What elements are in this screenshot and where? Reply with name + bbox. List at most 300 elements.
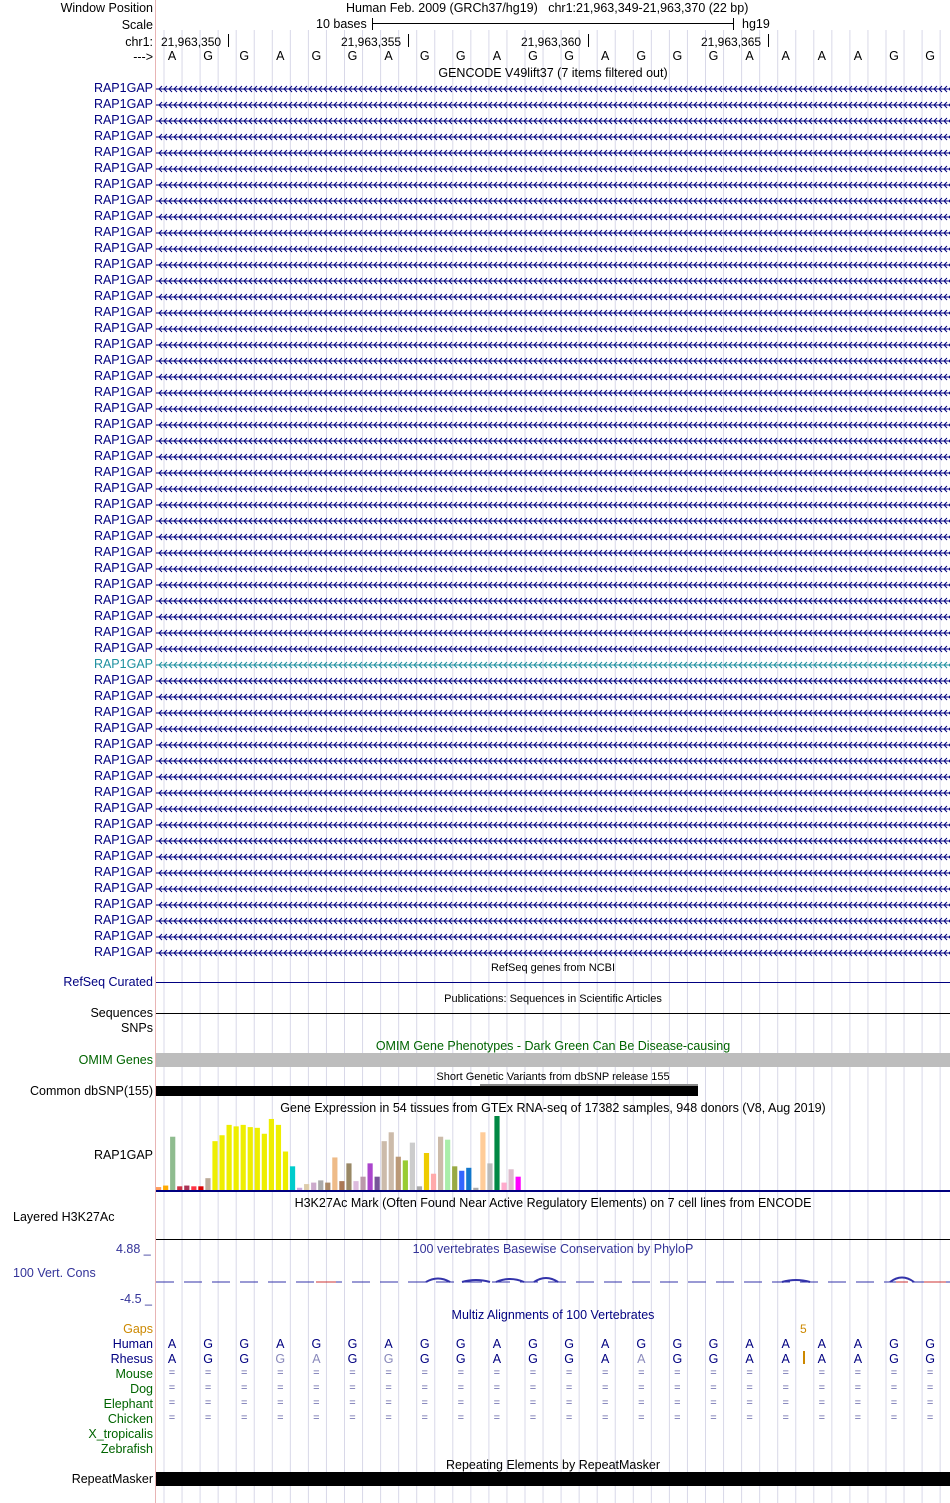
gtex-tissue-bar[interactable]	[205, 1178, 210, 1190]
multiz-base: =	[746, 1367, 753, 1379]
gencode-transcript[interactable]	[156, 452, 950, 462]
multiz-base: =	[204, 1397, 212, 1409]
multiz-base: =	[674, 1397, 681, 1409]
gencode-transcript[interactable]	[156, 468, 950, 478]
multiz-base: =	[385, 1382, 392, 1394]
multiz-base: =	[601, 1382, 609, 1394]
gencode-gene-label[interactable]: RAP1GAP	[93, 465, 153, 479]
gtex-tissue-bar[interactable]	[332, 1157, 337, 1190]
multiz-base: =	[926, 1382, 934, 1394]
gtex-tissue-bar[interactable]	[509, 1169, 514, 1190]
gencode-gene-label[interactable]: RAP1GAP	[93, 609, 153, 623]
base-letter: A	[276, 49, 285, 63]
gtex-tissue-bar[interactable]	[304, 1184, 309, 1190]
gencode-transcript[interactable]	[156, 740, 950, 750]
gtex-tissue-bar[interactable]	[396, 1157, 401, 1190]
gtex-tissue-bar[interactable]	[311, 1183, 316, 1190]
multiz-base: A	[384, 1337, 393, 1351]
phylop-wiggle[interactable]	[156, 1272, 950, 1292]
multiz-base: G	[925, 1352, 935, 1366]
gencode-gene-label[interactable]: RAP1GAP	[93, 161, 153, 175]
gtex-tissue-bar[interactable]	[459, 1171, 464, 1190]
gencode-transcript[interactable]	[156, 212, 950, 222]
gencode-gene-label[interactable]: RAP1GAP	[93, 897, 153, 911]
gencode-transcript[interactable]	[156, 356, 950, 366]
base-letter: A	[781, 49, 790, 63]
ruler-tick-mark	[408, 34, 409, 47]
gencode-transcript[interactable]	[156, 916, 950, 926]
multiz-base: =	[168, 1397, 176, 1409]
gencode-transcript[interactable]	[156, 756, 950, 766]
gencode-transcript[interactable]	[156, 580, 950, 590]
chrom-label: chr1:	[125, 35, 153, 49]
base-letter: A	[384, 49, 393, 63]
gencode-transcript[interactable]	[156, 884, 950, 894]
gencode-gene-label[interactable]: RAP1GAP	[93, 401, 153, 415]
gencode-transcript[interactable]	[156, 324, 950, 334]
gencode-gene-label[interactable]: RAP1GAP	[93, 273, 153, 287]
gtex-tissue-bar[interactable]	[494, 1116, 499, 1190]
gtex-tissue-bar[interactable]	[375, 1177, 380, 1190]
publications-title: Publications: Sequences in Scientific Articles	[444, 993, 662, 1005]
gtex-tissue-bar[interactable]	[424, 1153, 429, 1190]
multiz-base: =	[890, 1367, 898, 1379]
gencode-gene-label[interactable]: RAP1GAP	[93, 721, 153, 735]
multiz-base: =	[277, 1382, 284, 1394]
gencode-transcript[interactable]	[156, 804, 950, 814]
base-letter: G	[925, 49, 935, 63]
repeatmasker-label[interactable]: RepeatMasker	[71, 1472, 153, 1486]
gtex-tissue-bar[interactable]	[325, 1183, 330, 1190]
gencode-gene-label[interactable]: RAP1GAP	[93, 577, 153, 591]
gencode-gene-label[interactable]: RAP1GAP	[93, 305, 153, 319]
multiz-base: =	[168, 1382, 176, 1394]
multiz-base: =	[457, 1397, 465, 1409]
gencode-gene-label[interactable]: RAP1GAP	[93, 257, 153, 271]
multiz-base: G	[564, 1352, 574, 1366]
gtex-tissue-bar[interactable]	[198, 1186, 203, 1190]
gtex-tissue-bar[interactable]	[353, 1181, 358, 1190]
gencode-transcript[interactable]	[156, 852, 950, 862]
multiz-base: =	[385, 1412, 392, 1424]
gencode-transcript[interactable]	[156, 628, 950, 638]
gencode-gene-label[interactable]: RAP1GAP	[93, 337, 153, 351]
gencode-gene-label[interactable]: RAP1GAP	[93, 513, 153, 527]
multiz-base: G	[419, 1337, 430, 1351]
base-letter: G	[564, 49, 574, 63]
gencode-gene-label[interactable]: RAP1GAP	[93, 289, 153, 303]
multiz-species-label[interactable]: Human	[112, 1337, 153, 1351]
gencode-gene-label[interactable]: RAP1GAP	[93, 929, 153, 943]
multiz-base: =	[204, 1367, 212, 1379]
multiz-base: A	[167, 1352, 177, 1366]
gencode-transcript[interactable]	[156, 436, 950, 446]
multiz-base: =	[168, 1367, 176, 1379]
gencode-gene-label[interactable]: RAP1GAP	[93, 817, 153, 831]
gtex-tissue-bar[interactable]	[368, 1163, 373, 1190]
gencode-gene-label[interactable]: RAP1GAP	[93, 145, 153, 159]
gencode-transcript[interactable]	[156, 708, 950, 718]
multiz-base: =	[638, 1397, 645, 1409]
multiz-base: A	[817, 1352, 826, 1366]
gtex-tissue-bar[interactable]	[177, 1186, 182, 1190]
gencode-transcript[interactable]	[156, 692, 950, 702]
multiz-species-label[interactable]: Chicken	[107, 1412, 153, 1426]
gencode-gene-label[interactable]: RAP1GAP	[93, 769, 153, 783]
gencode-gene-label[interactable]: RAP1GAP	[93, 673, 153, 687]
multiz-base: =	[565, 1397, 573, 1409]
gtex-tissue-bar[interactable]	[431, 1174, 436, 1190]
multiz-base: =	[168, 1412, 176, 1424]
multiz-base: G	[889, 1337, 899, 1351]
gencode-transcript[interactable]	[156, 724, 950, 734]
multiz-base: G	[275, 1352, 286, 1366]
scale-db: hg19	[742, 17, 770, 31]
gencode-gene-label[interactable]: RAP1GAP	[93, 369, 153, 383]
gtex-tissue-bar[interactable]	[487, 1163, 492, 1190]
phylop-label[interactable]: 100 Vert. Cons	[13, 1266, 96, 1280]
refseq-line	[156, 982, 950, 983]
gencode-gene-label[interactable]: RAP1GAP	[93, 641, 153, 655]
gtex-tissue-bar[interactable]	[410, 1143, 415, 1190]
multiz-base: =	[638, 1367, 645, 1379]
gencode-transcript[interactable]	[156, 772, 950, 782]
multiz-base: A	[276, 1337, 285, 1351]
gencode-gene-label[interactable]: RAP1GAP	[93, 705, 153, 719]
multiz-base: G	[347, 1352, 358, 1366]
multiz-species-label[interactable]: Mouse	[115, 1367, 153, 1381]
gtex-tissue-bar[interactable]	[255, 1128, 260, 1190]
gencode-gene-label[interactable]: RAP1GAP	[93, 497, 153, 511]
gtex-tissue-bar[interactable]	[382, 1141, 387, 1190]
gencode-transcript[interactable]	[156, 548, 950, 558]
gencode-gene-label[interactable]: RAP1GAP	[93, 417, 153, 431]
gencode-gene-label[interactable]: RAP1GAP	[93, 129, 153, 143]
multiz-base: =	[746, 1397, 753, 1409]
gencode-gene-label[interactable]: RAP1GAP	[93, 113, 153, 127]
gtex-tissue-bar[interactable]	[516, 1177, 521, 1190]
gencode-transcript[interactable]	[156, 116, 950, 126]
base-letter: G	[419, 49, 430, 63]
gencode-gene-label[interactable]: RAP1GAP	[93, 353, 153, 367]
gencode-transcript[interactable]	[156, 404, 950, 414]
gtex-tissue-bar[interactable]	[501, 1183, 506, 1190]
multiz-base: G	[311, 1337, 322, 1351]
gtex-tissue-bar[interactable]	[241, 1125, 246, 1190]
gtex-tissue-bar[interactable]	[417, 1186, 422, 1190]
multiz-base: G	[889, 1352, 899, 1366]
gencode-gene-label[interactable]: RAP1GAP	[93, 225, 153, 239]
gencode-gene-label[interactable]: RAP1GAP	[93, 81, 153, 95]
omim-feature[interactable]	[156, 1053, 950, 1067]
base-letter: G	[528, 49, 538, 63]
gencode-gene-label[interactable]: RAP1GAP	[93, 177, 153, 191]
gtex-tissue-bar[interactable]	[346, 1163, 351, 1190]
ruler-tick-mark	[588, 34, 589, 47]
multiz-base: =	[493, 1397, 501, 1409]
gencode-transcript[interactable]	[156, 500, 950, 510]
gencode-gene-label[interactable]: RAP1GAP	[93, 561, 153, 575]
gtex-tissue-bar[interactable]	[248, 1127, 253, 1190]
gencode-gene-label[interactable]: RAP1GAP	[93, 97, 153, 111]
h3k27ac-title: H3K27Ac Mark (Often Found Near Active Regulatory Elements) on 7 cell lines from ENCODE	[294, 1196, 812, 1210]
multiz-base: =	[349, 1382, 356, 1394]
gencode-transcript[interactable]	[156, 948, 950, 958]
multiz-base: =	[926, 1397, 934, 1409]
gtex-tissue-bar[interactable]	[156, 1187, 161, 1190]
base-letter: G	[455, 49, 466, 63]
gtex-tissue-bar[interactable]	[473, 1188, 478, 1190]
position-text[interactable]: chr1:21,963,349-21,963,370 (22 bp)	[548, 1, 749, 15]
gencode-gene-label[interactable]: RAP1GAP	[93, 321, 153, 335]
multiz-species-label[interactable]: Elephant	[103, 1397, 153, 1411]
gencode-gene-label[interactable]: RAP1GAP	[93, 481, 153, 495]
multiz-base: =	[890, 1397, 898, 1409]
multiz-base: G	[383, 1352, 394, 1366]
dbsnp-label[interactable]: Common dbSNP(155)	[30, 1084, 153, 1098]
multiz-base: =	[565, 1382, 573, 1394]
dbsnp-feature[interactable]	[156, 1086, 698, 1096]
multiz-base: =	[421, 1367, 428, 1379]
multiz-base: =	[385, 1367, 392, 1379]
base-letter: G	[708, 49, 719, 63]
publications-line	[156, 1013, 950, 1014]
multiz-base: =	[204, 1382, 212, 1394]
gencode-gene-label[interactable]: RAP1GAP	[93, 657, 153, 671]
gencode-transcript[interactable]	[156, 788, 950, 798]
gencode-gene-label[interactable]: RAP1GAP	[93, 801, 153, 815]
multiz-gap-count: 5	[800, 1322, 807, 1336]
omim-label[interactable]: OMIM Genes	[78, 1053, 153, 1067]
window-position-label: Window Position	[60, 1, 153, 15]
gencode-transcript[interactable]	[156, 164, 950, 174]
gencode-transcript[interactable]	[156, 644, 950, 654]
gencode-gene-label[interactable]: RAP1GAP	[93, 865, 153, 879]
gtex-tissue-bar[interactable]	[318, 1180, 323, 1190]
multiz-base: G	[708, 1337, 719, 1351]
multiz-gap-marker	[803, 1351, 805, 1364]
gencode-gene-label[interactable]: RAP1GAP	[93, 753, 153, 767]
gencode-transcript[interactable]	[156, 292, 950, 302]
gencode-transcript[interactable]	[156, 516, 950, 526]
gencode-transcript[interactable]	[156, 196, 950, 206]
multiz-base: =	[926, 1367, 934, 1379]
gtex-tissue-bar[interactable]	[269, 1119, 274, 1190]
gencode-transcript[interactable]	[156, 820, 950, 830]
gencode-transcript[interactable]	[156, 420, 950, 430]
gencode-transcript[interactable]	[156, 836, 950, 846]
multiz-species-label[interactable]: Rhesus	[110, 1352, 153, 1366]
gtex-tissue-bar[interactable]	[219, 1135, 224, 1190]
multiz-base: A	[492, 1337, 502, 1351]
multiz-base: G	[239, 1352, 250, 1366]
gencode-gene-label[interactable]: RAP1GAP	[93, 849, 153, 863]
gencode-transcript[interactable]	[156, 228, 950, 238]
dbsnp-title: Short Genetic Variants from dbSNP release 155	[436, 1071, 670, 1083]
gencode-gene-label[interactable]: RAP1GAP	[93, 785, 153, 799]
multiz-base: =	[313, 1367, 320, 1379]
gtex-tissue-bar[interactable]	[276, 1125, 281, 1190]
multiz-base: =	[854, 1367, 862, 1379]
multiz-base: =	[710, 1397, 717, 1409]
gtex-tissue-bar[interactable]	[212, 1141, 217, 1190]
multiz-base: G	[925, 1337, 935, 1351]
dbsnp-feature-cap	[480, 1084, 698, 1086]
gencode-gene-label[interactable]: RAP1GAP	[93, 529, 153, 543]
gencode-transcript[interactable]	[156, 532, 950, 542]
base-letter: G	[311, 49, 322, 63]
gencode-transcript[interactable]	[156, 900, 950, 910]
multiz-species-label[interactable]: Dog	[130, 1382, 153, 1396]
multiz-base: =	[926, 1412, 934, 1424]
multiz-base: A	[853, 1352, 863, 1366]
gencode-transcript[interactable]	[156, 260, 950, 270]
phylop-max-label: 4.88 _	[116, 1242, 151, 1256]
gencode-transcript[interactable]	[156, 100, 950, 110]
multiz-species-label[interactable]: Zebrafish	[100, 1442, 153, 1456]
gencode-gene-label[interactable]: RAP1GAP	[93, 737, 153, 751]
multiz-base: =	[818, 1382, 826, 1394]
phylop-title: 100 vertebrates Basewise Conservation by PhyloP	[412, 1242, 694, 1256]
gencode-transcript[interactable]	[156, 84, 950, 94]
multiz-base: =	[421, 1397, 428, 1409]
multiz-gaps-label: Gaps	[123, 1322, 153, 1336]
multiz-base: A	[637, 1352, 646, 1366]
multiz-base: G	[455, 1352, 466, 1366]
multiz-base: =	[529, 1382, 537, 1394]
gencode-gene-label[interactable]: RAP1GAP	[93, 241, 153, 255]
base-letter: A	[492, 49, 502, 63]
gencode-transcript[interactable]	[156, 340, 950, 350]
gencode-transcript[interactable]	[156, 372, 950, 382]
multiz-base: =	[854, 1397, 862, 1409]
gtex-tissue-bar[interactable]	[163, 1186, 168, 1190]
gencode-transcript[interactable]	[156, 148, 950, 158]
multiz-base: G	[672, 1337, 683, 1351]
gencode-transcript[interactable]	[156, 676, 950, 686]
multiz-base: =	[529, 1412, 537, 1424]
gencode-gene-label[interactable]: RAP1GAP	[93, 449, 153, 463]
gtex-tissue-bar[interactable]	[360, 1177, 365, 1190]
gtex-tissue-bar[interactable]	[191, 1186, 196, 1190]
gencode-transcript[interactable]	[156, 660, 950, 670]
gtex-tissue-bar[interactable]	[170, 1137, 175, 1190]
gtex-tissue-bar[interactable]	[403, 1160, 408, 1190]
gtex-label[interactable]: RAP1GAP	[93, 1148, 153, 1162]
gtex-tissue-bar[interactable]	[283, 1152, 288, 1190]
multiz-base: A	[601, 1337, 610, 1351]
gtex-tissue-bar[interactable]	[438, 1137, 443, 1190]
multiz-base: =	[277, 1397, 284, 1409]
multiz-base: =	[710, 1412, 717, 1424]
multiz-base: G	[455, 1337, 466, 1351]
gencode-gene-label[interactable]: RAP1GAP	[93, 945, 153, 959]
gencode-gene-label[interactable]: RAP1GAP	[93, 881, 153, 895]
gtex-tissue-bar[interactable]	[339, 1181, 344, 1190]
base-letter: G	[672, 49, 683, 63]
gtex-tissue-bar[interactable]	[389, 1132, 394, 1190]
gencode-gene-label[interactable]: RAP1GAP	[93, 833, 153, 847]
gencode-gene-label[interactable]: RAP1GAP	[93, 593, 153, 607]
scale-text: 10 bases	[316, 17, 367, 31]
multiz-base: A	[601, 1352, 610, 1366]
scale-bar	[372, 18, 734, 30]
gtex-tissue-bar[interactable]	[466, 1168, 471, 1190]
gencode-gene-label[interactable]: RAP1GAP	[93, 625, 153, 639]
multiz-base: =	[313, 1412, 320, 1424]
gencode-gene-label[interactable]: RAP1GAP	[93, 689, 153, 703]
position-info	[346, 1, 748, 15]
scale-label: Scale	[121, 18, 153, 32]
phylop-min-label: -4.5 _	[120, 1292, 152, 1306]
multiz-base: =	[313, 1382, 320, 1394]
gencode-gene-label[interactable]: RAP1GAP	[93, 913, 153, 927]
gencode-transcript[interactable]	[156, 244, 950, 254]
gencode-gene-label[interactable]: RAP1GAP	[93, 209, 153, 223]
h3k27ac-label[interactable]: Layered H3K27Ac	[13, 1210, 115, 1224]
gtex-tissue-bar[interactable]	[234, 1126, 239, 1190]
gtex-tissue-bar[interactable]	[262, 1134, 267, 1190]
gtex-bar-chart[interactable]	[156, 1114, 950, 1194]
gencode-transcript[interactable]	[156, 612, 950, 622]
multiz-base: =	[204, 1412, 212, 1424]
gencode-transcript[interactable]	[156, 180, 950, 190]
gencode-transcript[interactable]	[156, 388, 950, 398]
multiz-base: A	[312, 1352, 321, 1366]
gtex-tissue-bar[interactable]	[297, 1188, 302, 1190]
omim-title: OMIM Gene Phenotypes - Dark Green Can Be Disease-causing	[375, 1039, 731, 1053]
gencode-gene-label[interactable]: RAP1GAP	[93, 545, 153, 559]
gencode-transcript[interactable]	[156, 564, 950, 574]
multiz-base: =	[746, 1412, 753, 1424]
gencode-gene-label[interactable]: RAP1GAP	[93, 385, 153, 399]
gencode-gene-label[interactable]: RAP1GAP	[93, 433, 153, 447]
multiz-base: =	[493, 1382, 501, 1394]
gencode-transcript[interactable]	[156, 276, 950, 286]
gtex-tissue-bar[interactable]	[452, 1166, 457, 1190]
publications-label-snps[interactable]: SNPs	[121, 1021, 153, 1035]
multiz-base: =	[457, 1412, 465, 1424]
repeatmasker-feature[interactable]	[156, 1472, 950, 1486]
gtex-tissue-bar[interactable]	[480, 1132, 485, 1190]
gencode-transcript[interactable]	[156, 308, 950, 318]
gtex-tissue-bar[interactable]	[290, 1166, 295, 1190]
base-letter: A	[745, 49, 754, 63]
multiz-base: =	[746, 1382, 753, 1394]
multiz-base: G	[708, 1352, 719, 1366]
multiz-base: =	[818, 1412, 826, 1424]
ruler-tick-label: 21,963,360	[521, 35, 582, 49]
gtex-tissue-bar[interactable]	[445, 1140, 450, 1190]
multiz-base: =	[493, 1412, 501, 1424]
base-letter: A	[853, 49, 863, 63]
gencode-transcript[interactable]	[156, 132, 950, 142]
multiz-base: =	[349, 1397, 356, 1409]
gtex-tissue-bar[interactable]	[184, 1186, 189, 1190]
gencode-transcript[interactable]	[156, 868, 950, 878]
gencode-transcript[interactable]	[156, 932, 950, 942]
gencode-transcript[interactable]	[156, 484, 950, 494]
gencode-gene-label[interactable]: RAP1GAP	[93, 193, 153, 207]
refseq-label[interactable]: RefSeq Curated	[63, 975, 153, 989]
publications-label-sequences[interactable]: Sequences	[90, 1006, 153, 1020]
gencode-transcript[interactable]	[156, 596, 950, 606]
gtex-tissue-bar[interactable]	[227, 1125, 232, 1190]
ruler-tick-label: 21,963,350	[161, 35, 222, 49]
multiz-base: A	[781, 1352, 790, 1366]
multiz-species-label[interactable]: X_tropicalis	[88, 1427, 153, 1441]
multiz-base: =	[349, 1367, 356, 1379]
